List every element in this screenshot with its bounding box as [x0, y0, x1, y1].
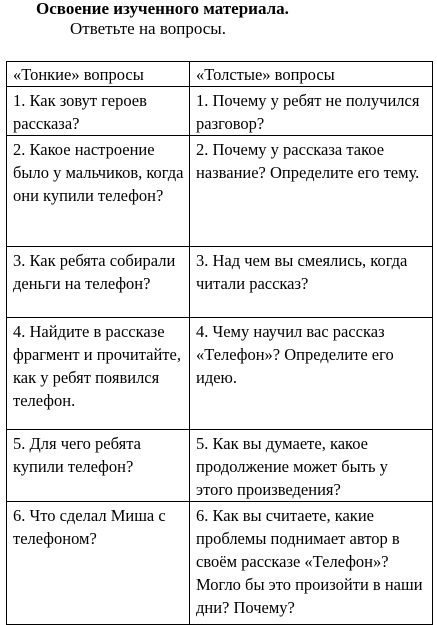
thick-question-cell: 4. Чему научил вас рассказ «Телефон»? Определите его идею.: [190, 318, 433, 430]
task-instruction: Ответьте на вопросы.: [70, 19, 226, 38]
header-thin-questions: «Тонкие» вопросы: [7, 62, 190, 87]
thick-question-cell: 6. Как вы считаете, какие проблемы поднимает автор в своём рассказе «Телефон»? Могло бы это произойти в наши дни? Почему?: [190, 502, 433, 625]
thick-question-cell: 1. Почему у ребят не получился разговор?: [190, 87, 433, 136]
table-row: [7, 502, 433, 625]
thin-question-cell: 1. Как зовут героев рассказа?: [7, 87, 190, 136]
table-row: [7, 87, 433, 136]
header-thick-questions: «Толстые» вопросы: [190, 62, 433, 87]
table-header-row: [7, 62, 433, 87]
thick-question-cell: 2. Почему у рассказа такое название? Определите его тему.: [190, 136, 433, 247]
table-row: [7, 318, 433, 430]
thick-question-cell: 3. Над чем вы смеялись, когда читали рассказ?: [190, 247, 433, 318]
thick-question-cell: 5. Как вы думаете, какое продолжение может быть у этого произведения?: [190, 430, 433, 502]
table-row: [7, 430, 433, 502]
thin-question-cell: 4. Найдите в рассказе фрагмент и прочитайте, как у ребят появился телефон.: [7, 318, 190, 430]
page-heading: Освоение изученного материала.: [36, 0, 289, 18]
table-row: [7, 247, 433, 318]
thin-question-cell: 3. Как ребята собирали деньги на телефон?: [7, 247, 190, 318]
thin-question-cell: 5. Для чего ребята купили телефон?: [7, 430, 190, 502]
table-row: [7, 136, 433, 247]
questions-table: [6, 61, 433, 625]
thin-question-cell: 2. Какое настроение было у мальчиков, когда они купили телефон?: [7, 136, 190, 247]
thin-question-cell: 6. Что сделал Миша с телефоном?: [7, 502, 190, 625]
